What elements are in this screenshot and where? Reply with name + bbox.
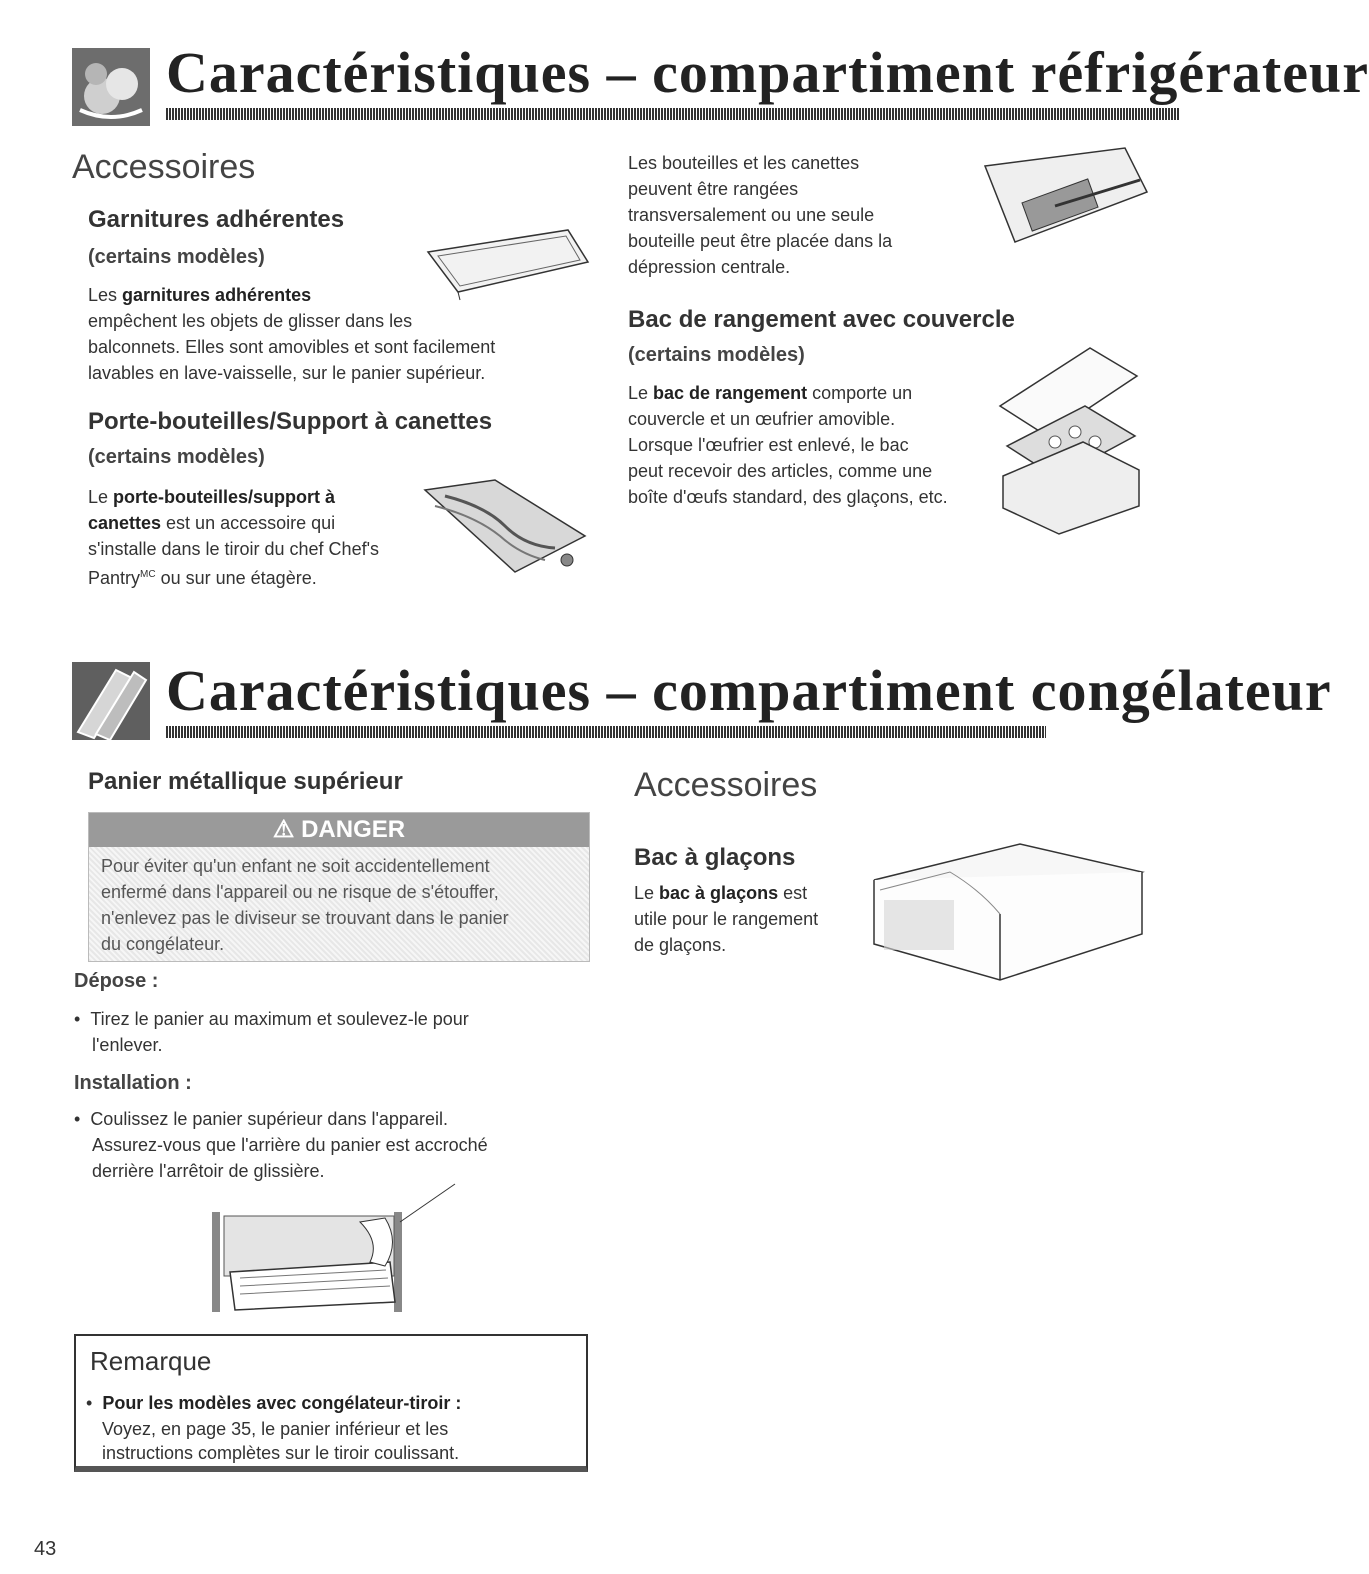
install-text-line2: Assurez-vous que l'arrière du panier est accroché xyxy=(92,1135,488,1155)
ice-tray-icon xyxy=(72,662,150,740)
install-text-line1: • Coulissez le panier supérieur dans l'appareil. xyxy=(74,1109,448,1129)
basket-install-illustration xyxy=(210,1182,460,1314)
gripper-text-line4: lavables en lave-vaisselle, sur le panier supérieur. xyxy=(88,363,486,383)
danger-text-line4: du congélateur. xyxy=(101,934,225,954)
storage-bin-title: Bac de rangement avec couvercle xyxy=(628,306,1015,333)
fridge-title-rule xyxy=(166,108,1180,120)
storage-bin-text-line2: couvercle et un œufrier amovible. xyxy=(628,409,896,429)
storage-bin-text-line3: Lorsque l'œufrier est enlevé, le bac xyxy=(628,435,909,455)
gripper-illustration xyxy=(418,222,593,302)
drawer-rack-illustration xyxy=(975,146,1155,250)
note-title: Remarque xyxy=(90,1346,212,1376)
storage-bin-text-line5: boîte d'œufs standard, des glaçons, etc. xyxy=(628,487,948,507)
removal-heading: Dépose : xyxy=(74,970,159,992)
fridge-accessories-heading: Accessoires xyxy=(72,148,256,186)
can-rack-illustration xyxy=(405,476,590,576)
bottles-text-line4: bouteille peut être placée dans la xyxy=(628,231,893,251)
ice-bin-text-line2: utile pour le rangement xyxy=(634,909,819,929)
note-bullet-heading: • Pour les modèles avec congélateur-tiroir : xyxy=(86,1393,462,1413)
storage-bin-models: (certains modèles) xyxy=(628,344,805,366)
ice-bin-illustration xyxy=(870,840,1150,985)
fridge-section-title: Caractéristiques – compartiment réfrigérateur xyxy=(166,40,1369,105)
danger-text-line1: Pour éviter qu'un enfant ne soit accidentellement xyxy=(101,856,490,876)
basket-title: Panier métallique supérieur xyxy=(88,768,403,795)
can-rack-text-line1: Le porte-bouteilles/support à xyxy=(88,487,336,507)
danger-warning-box xyxy=(88,812,590,962)
note-text-line1: Voyez, en page 35, le panier inférieur et les xyxy=(102,1419,449,1439)
gripper-title: Garnitures adhérentes xyxy=(88,206,345,233)
danger-text-line3: n'enlevez pas le diviseur se trouvant dans le panier xyxy=(101,908,509,928)
freezer-title-rule xyxy=(166,726,1046,738)
bottles-text-line3: transversalement ou une seule xyxy=(628,205,875,225)
bottles-text-line5: dépression centrale. xyxy=(628,257,791,277)
ice-bin-text-line3: de glaçons. xyxy=(634,935,727,955)
can-rack-text-line3: s'installe dans le tiroir du chef Chef's xyxy=(88,539,380,559)
can-rack-models: (certains modèles) xyxy=(88,446,265,468)
warning-triangle-icon: ⚠ xyxy=(272,816,295,843)
bottles-text-line1: Les bouteilles et les canettes xyxy=(628,153,860,173)
gripper-text-line2: empêchent les objets de glisser dans les xyxy=(88,311,413,331)
can-rack-text-line4: Pantry$^{MC}$ ou sur une étagère. xyxy=(88,568,317,588)
fruit-bowl-icon xyxy=(72,48,150,126)
can-rack-text-line2: canettes est un accessoire qui xyxy=(88,513,336,533)
removal-text-line2: l'enlever. xyxy=(92,1035,163,1055)
danger-label: DANGER xyxy=(301,816,406,843)
freezer-accessories-heading: Accessoires xyxy=(634,766,818,804)
ice-bin-text-line1: Le bac à glaçons est xyxy=(634,883,808,903)
danger-text-line2: enfermé dans l'appareil ou ne risque de s'étouffer, xyxy=(101,882,499,902)
bottles-text-line2: peuvent être rangées xyxy=(628,179,799,199)
freezer-section-title: Caractéristiques – compartiment congélateur xyxy=(166,658,1332,723)
storage-bin-text-line4: peut recevoir des articles, comme une xyxy=(628,461,933,481)
note-text-line2: instructions complètes sur le tiroir coulissant. xyxy=(102,1443,460,1463)
gripper-text-line1: Les garnitures adhérentes xyxy=(88,285,312,305)
danger-header xyxy=(89,813,589,847)
page-number: 43 xyxy=(34,1538,57,1560)
install-heading: Installation : xyxy=(74,1072,192,1094)
gripper-text-line3: balconnets. Elles sont amovibles et sont facilement xyxy=(88,337,496,357)
storage-bin-illustration xyxy=(995,346,1145,536)
ice-bin-title: Bac à glaçons xyxy=(634,844,796,871)
note-box xyxy=(74,1334,588,1472)
removal-text-line1: • Tirez le panier au maximum et soulevez-le pour xyxy=(74,1009,469,1029)
gripper-models: (certains modèles) xyxy=(88,246,265,268)
can-rack-title: Porte-bouteilles/Support à canettes xyxy=(88,408,493,435)
install-text-line3: derrière l'arrêtoir de glissière. xyxy=(92,1161,325,1181)
storage-bin-text-line1: Le bac de rangement comporte un xyxy=(628,383,913,403)
